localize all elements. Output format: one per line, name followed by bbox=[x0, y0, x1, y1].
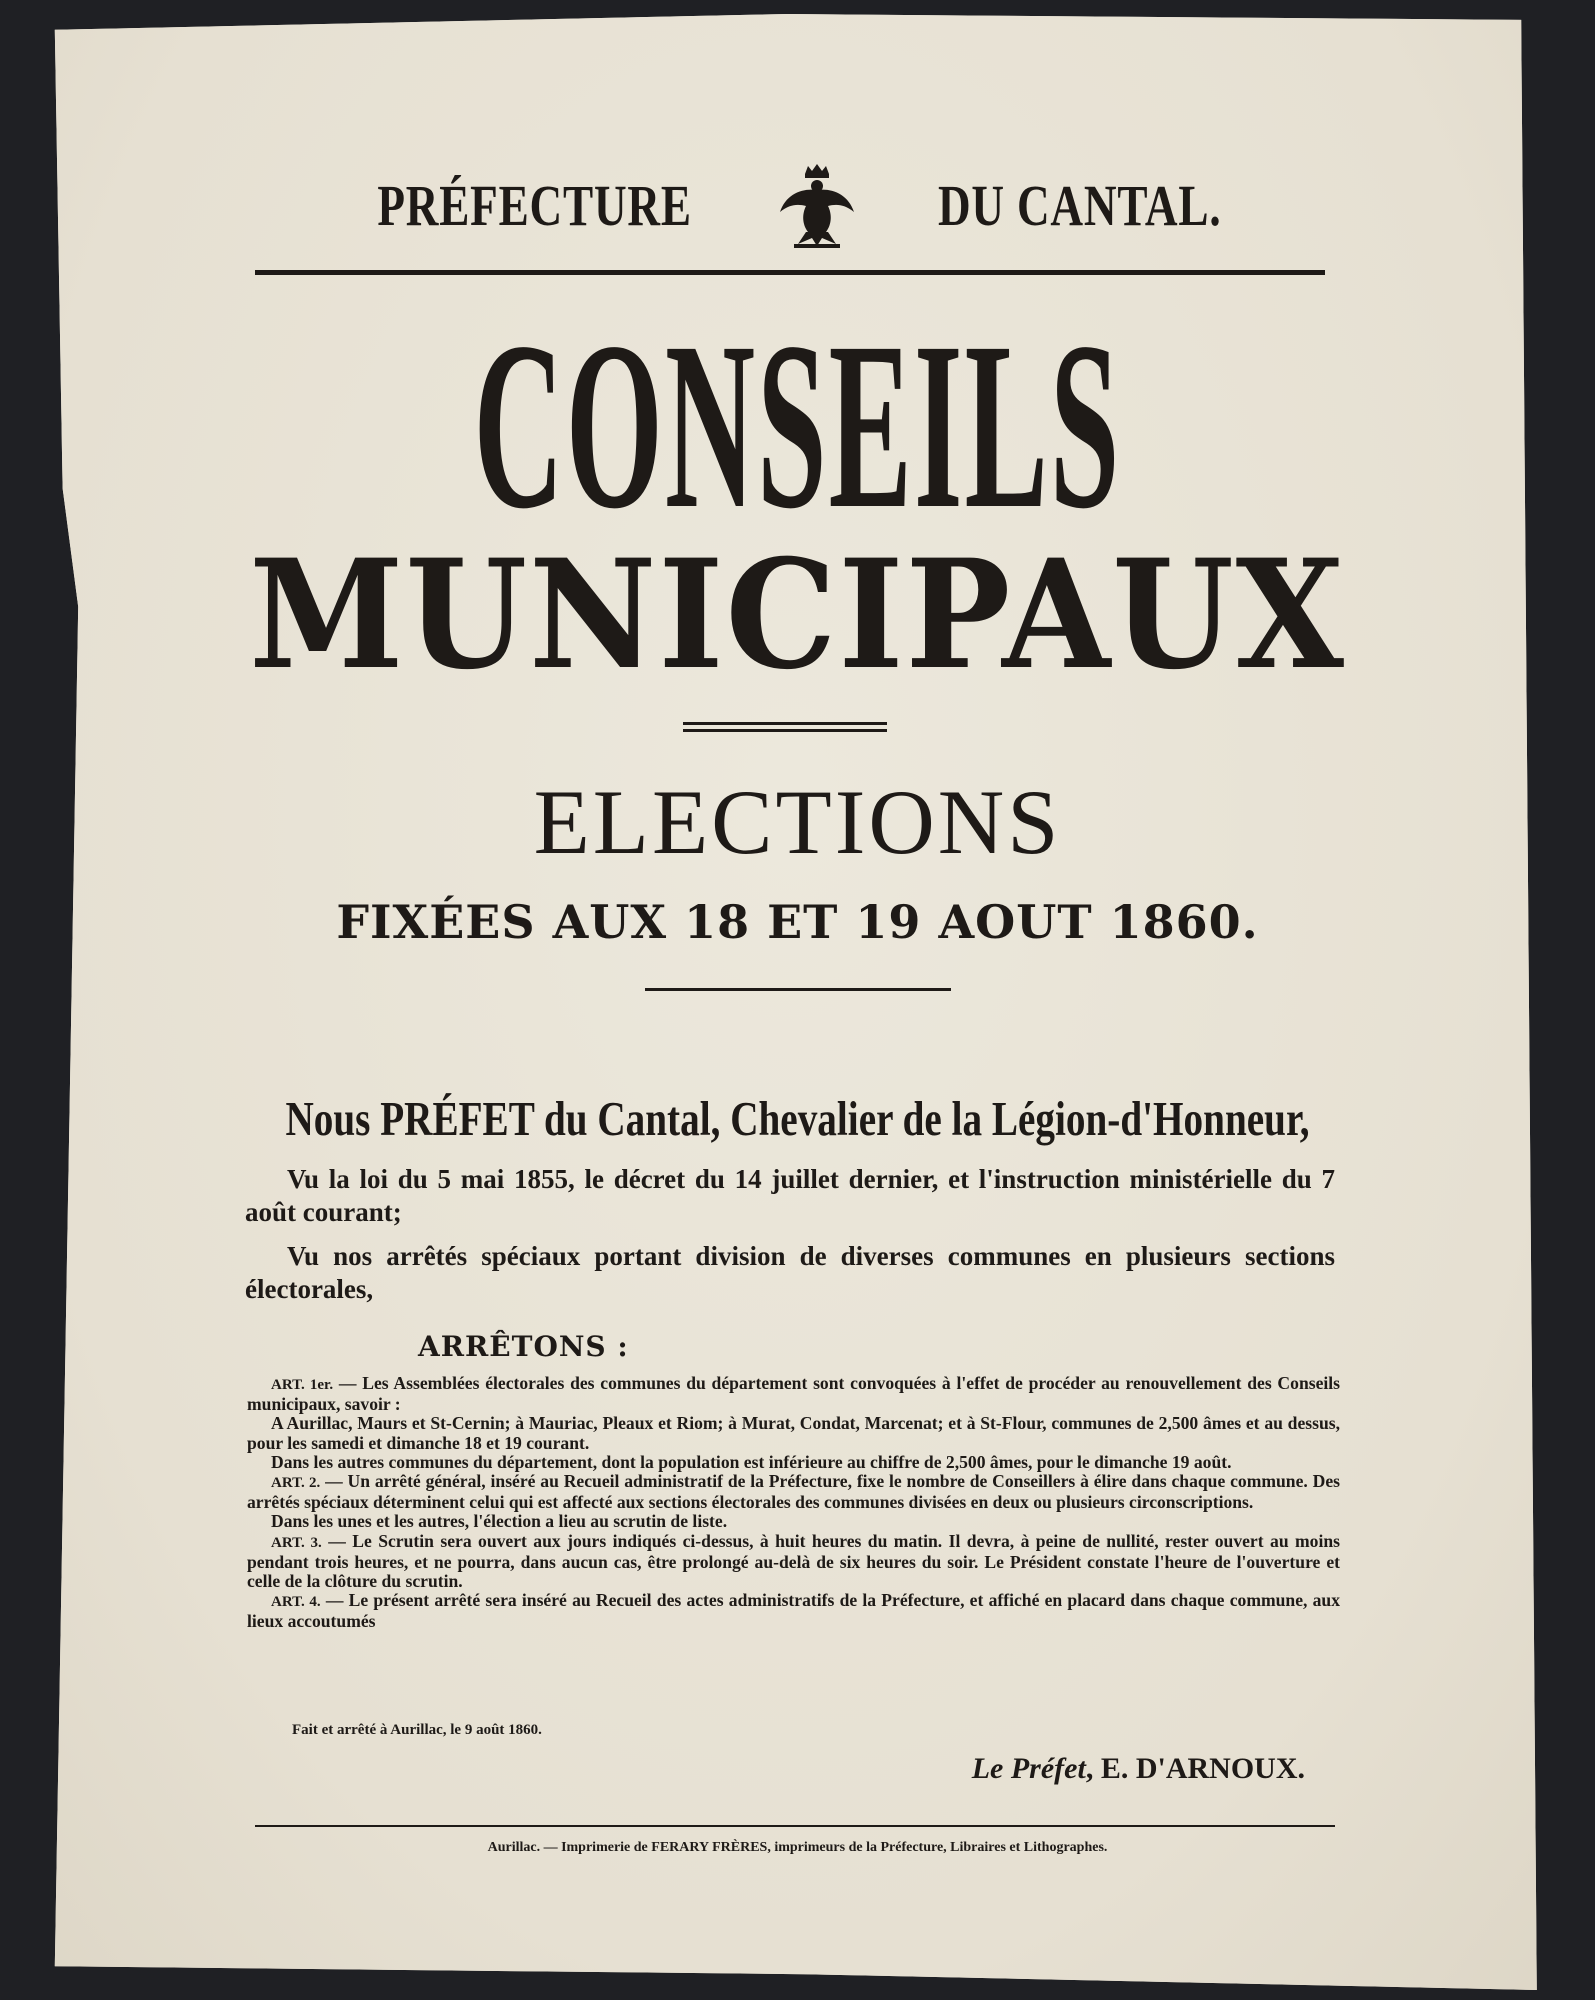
article-paragraph bbox=[247, 1374, 1340, 1414]
article-label: ART. 3. bbox=[271, 1534, 322, 1551]
article-text: — Le Scrutin sera ouvert aux jours indiqués ci-dessus, à huit heures du matin. Il devra, à peine de nullité, rester ouvert au moins pendant trois heures, et ne pourra, dans aucun cas, être prolongé au-delà de six heures du soir. Le Président constate l'heure de l'ouverture et celle de la clôture du scrutin. bbox=[247, 1530, 1340, 1592]
article-paragraph bbox=[247, 1512, 1340, 1531]
prefet-heading: Nous PRÉFET du Cantal, Chevalier de la Légion-d'Honneur, bbox=[285, 1091, 1310, 1146]
preamble-paragraph-1: Vu la loi du 5 mai 1855, le décret du 14 juillet dernier, et l'instruction ministérielle du 7 août courant; bbox=[245, 1164, 1335, 1227]
arretons-heading: ARRÊTONS : bbox=[418, 1330, 629, 1363]
article-paragraph bbox=[247, 1472, 1340, 1512]
articles-block bbox=[247, 1374, 1340, 1632]
title-conseils: CONSEILS bbox=[473, 292, 1122, 558]
article-paragraph bbox=[247, 1414, 1340, 1452]
article-paragraph bbox=[247, 1453, 1340, 1472]
title-rule-bottom bbox=[683, 729, 887, 732]
article-text: — Les Assemblées électorales des communes du département sont convoquées à l'effet de procéder au renouvellement des Conseils municipaux, savoir : bbox=[247, 1373, 1341, 1415]
article-text: Dans les unes et les autres, l'élection a lieu au scrutin de liste. bbox=[271, 1511, 728, 1532]
article-label: ART. 2. bbox=[271, 1475, 321, 1492]
signature-name: , E. D'ARNOUX. bbox=[1085, 1752, 1305, 1785]
article-label: ART. 4. bbox=[271, 1594, 321, 1611]
article-text: A Aurillac, Maurs et St-Cernin; à Mauriac, Pleaux et Riom; à Murat, Condat, Marcenat; et à St-Flour, communes de 2,500 âmes et au dessus, pour les samedi et dimanche 18 et 19 courant. bbox=[247, 1413, 1340, 1453]
fait-line: Fait et arrêté à Aurillac, le 9 août 1860. bbox=[292, 1722, 542, 1738]
article-text: Dans les autres communes du département, dont la population est inférieure au chiffre de 2,500 âmes, pour le dimanche 19 août. bbox=[271, 1451, 1232, 1472]
article-paragraph bbox=[247, 1591, 1340, 1631]
elections-heading: ELECTIONS bbox=[533, 771, 1062, 873]
imperial-eagle-icon bbox=[772, 160, 862, 250]
signature-title: Le Préfet bbox=[971, 1752, 1086, 1785]
header-right: DU CANTAL. bbox=[938, 172, 1222, 238]
article-text: — Un arrêté général, inséré au Recueil administratif de la Préfecture, fixe le nombre de Conseillers à élire dans chaque commune. Des arrêtés spéciaux déterminent celui qui est affecté aux sections électorales des communes divisées en deux ou plusieurs circonscriptions. bbox=[247, 1471, 1340, 1513]
elections-date: FIXÉES AUX 18 ET 19 AOUT 1860. bbox=[336, 895, 1259, 949]
signature bbox=[972, 1752, 1305, 1786]
footer-rule bbox=[255, 1825, 1335, 1827]
printer-line: Aurillac. — Imprimerie de FERARY FRÈRES, imprimeurs de la Préfecture, Libraires et Lithographes. bbox=[487, 1840, 1108, 1855]
article-text: — Le présent arrêté sera inséré au Recueil des actes administratifs de la Préfecture, et affiché en placard dans chaque commune, aux lieux accoutumés bbox=[247, 1590, 1341, 1632]
prefecture-header bbox=[0, 160, 1595, 250]
preamble-paragraph-2: Vu nos arrêtés spéciaux portant division de diverses communes en plusieurs sections électorales, bbox=[245, 1241, 1335, 1304]
title-rule-top bbox=[683, 722, 887, 725]
header-left: PRÉFECTURE bbox=[377, 172, 693, 238]
article-paragraph bbox=[247, 1532, 1340, 1592]
article-label: ART. 1er. bbox=[271, 1377, 334, 1393]
header-rule bbox=[255, 270, 1325, 275]
subtitle-rule bbox=[645, 988, 951, 991]
title-municipaux: MUNICIPAUX bbox=[249, 527, 1346, 703]
